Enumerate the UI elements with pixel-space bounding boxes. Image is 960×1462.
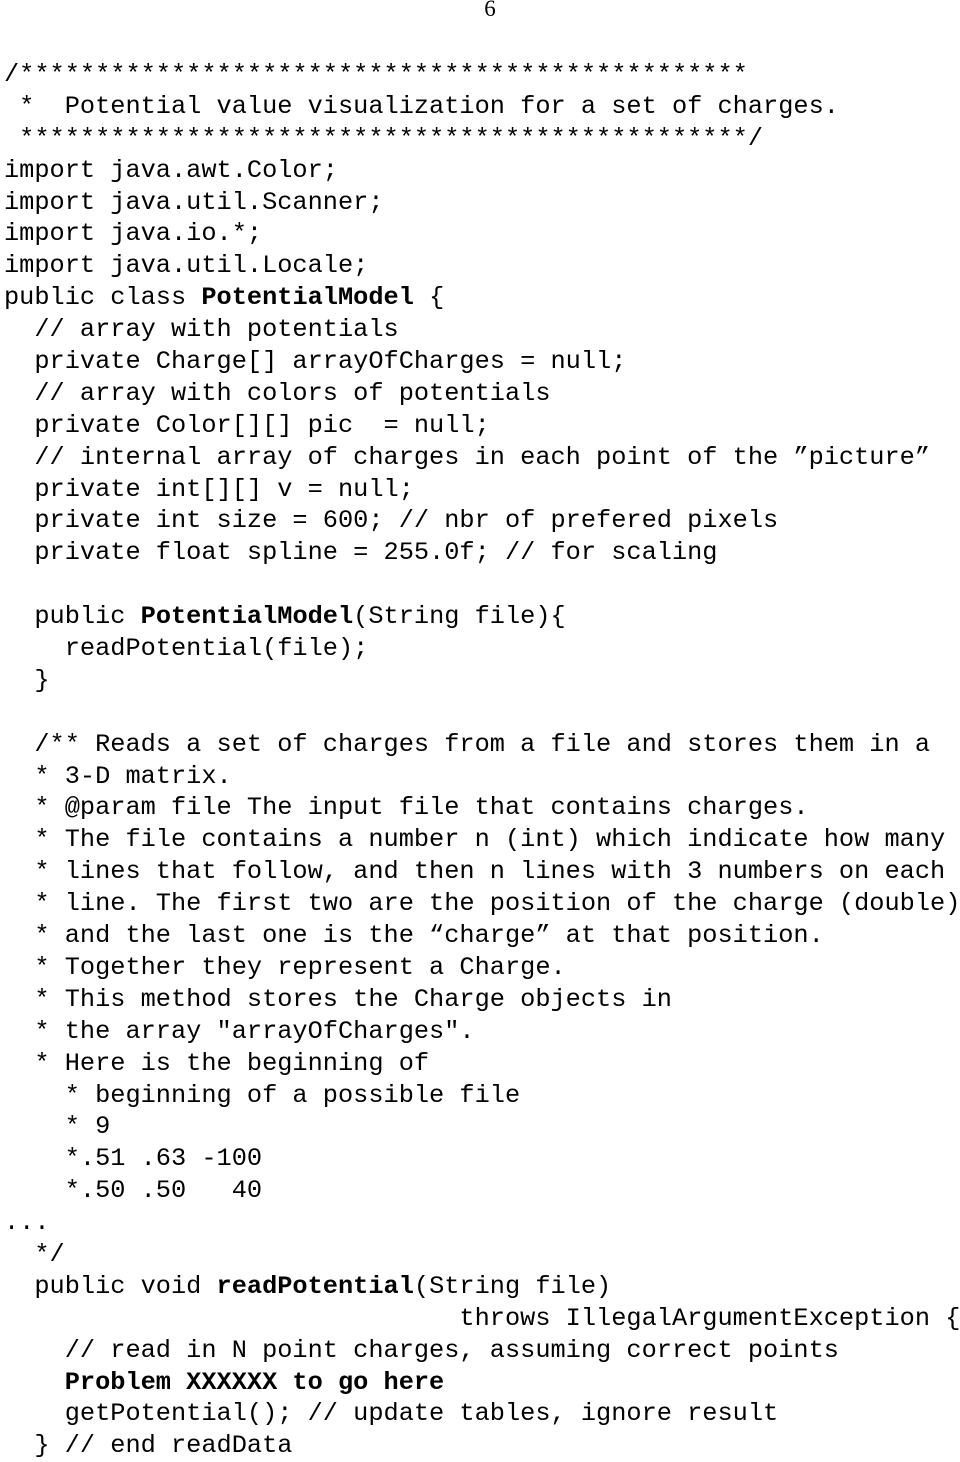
code-segment: import java.io.*; [4, 219, 263, 249]
code-segment: *.51 .63 -100 [4, 1144, 263, 1174]
code-line [4, 1335, 960, 1367]
code-line [4, 920, 960, 952]
code-line [4, 537, 960, 569]
code-segment: private int size = 600; // nbr of prefered pixels [4, 506, 779, 536]
code-segment: * beginning of a possible file [4, 1080, 521, 1110]
code-listing [4, 59, 960, 1462]
code-line [4, 155, 960, 187]
code-segment: } [4, 665, 50, 695]
code-line [4, 792, 960, 824]
code-line [4, 474, 960, 506]
code-line [4, 729, 960, 761]
code-line [4, 442, 960, 474]
code-segment: public class [4, 283, 202, 313]
code-bold-segment: PotentialModel [201, 283, 414, 313]
code-line [4, 346, 960, 378]
code-line [4, 569, 960, 601]
code-segment: * Potential value visualization for a set of charges. [4, 91, 839, 121]
code-segment: * and the last one is the “charge” at that position. [4, 921, 824, 951]
code-line [4, 665, 960, 697]
code-line [4, 856, 960, 888]
code-line [4, 378, 960, 410]
code-segment: private int[][] v = null; [4, 474, 414, 504]
code-line [4, 1398, 960, 1430]
code-line [4, 601, 960, 633]
code-segment: } // end readData [4, 1431, 293, 1461]
code-line [4, 1239, 960, 1271]
code-line [4, 282, 960, 314]
code-segment: private Color[][] pic = null; [4, 410, 490, 440]
code-segment: */ [4, 1239, 65, 1269]
code-line [4, 824, 960, 856]
code-segment: private Charge[] arrayOfCharges = null; [4, 347, 627, 377]
code-segment: private float spline = 255.0f; // for scaling [4, 538, 718, 568]
code-bold-segment: PotentialModel [140, 602, 354, 632]
code-segment: (String file) [413, 1271, 612, 1301]
code-line [4, 1367, 960, 1399]
code-line [4, 984, 960, 1016]
code-segment: * 3-D matrix. [4, 761, 232, 791]
code-line [4, 1048, 960, 1080]
code-segment: *.50 .50 40 [4, 1176, 263, 1206]
code-line [4, 1430, 960, 1462]
code-line [4, 697, 960, 729]
code-line [4, 1303, 960, 1335]
code-line [4, 888, 960, 920]
code-segment: * The file contains a number n (int) which indicate how many [4, 825, 946, 855]
code-segment: (String file){ [353, 602, 566, 632]
code-bold-segment: readPotential [216, 1271, 414, 1301]
code-line [4, 59, 960, 91]
code-line [4, 505, 960, 537]
code-segment: public [4, 602, 141, 632]
code-line [4, 761, 960, 793]
code-segment: * @param file The input file that contains charges. [4, 793, 809, 823]
code-segment: import java.util.Scanner; [4, 187, 384, 217]
code-segment: public void [4, 1271, 217, 1301]
code-segment: throws IllegalArgumentException { [4, 1303, 960, 1333]
code-segment: * Together they represent a Charge. [4, 952, 566, 982]
code-segment: /************************************************ [4, 60, 748, 89]
code-segment: // array with potentials [4, 315, 399, 345]
code-line [4, 187, 960, 219]
code-line [4, 410, 960, 442]
code-segment: * 9 [4, 1112, 111, 1142]
code-segment: ************************************************/ [4, 123, 764, 153]
code-line [4, 1080, 960, 1112]
code-line [4, 1271, 960, 1303]
code-segment: * line. The first two are the position of the charge (double) [4, 889, 960, 919]
code-line [4, 123, 960, 155]
code-segment: // array with colors of potentials [4, 378, 551, 408]
code-line [4, 1143, 960, 1175]
code-segment: ... [4, 1208, 50, 1238]
code-segment: * Here is the beginning of [4, 1048, 430, 1078]
code-bold-segment: Problem XXXXXX to go here [4, 1367, 445, 1397]
code-segment: { [413, 283, 445, 313]
code-segment: import java.awt.Color; [4, 155, 338, 185]
code-segment: import java.util.Locale; [4, 251, 369, 281]
code-segment: // internal array of charges in each point of the ”picture” [4, 442, 931, 472]
code-segment: * lines that follow, and then n lines with 3 numbers on each [4, 857, 946, 887]
code-segment: readPotential(file); [4, 634, 369, 664]
code-line [4, 1175, 960, 1207]
code-line [4, 314, 960, 346]
code-line [4, 1016, 960, 1048]
code-line [4, 1207, 960, 1239]
code-segment: * This method stores the Charge objects in [4, 984, 672, 1014]
code-line [4, 1111, 960, 1143]
code-line [4, 633, 960, 665]
code-segment: // read in N point charges, assuming correct points [4, 1335, 839, 1365]
code-line [4, 952, 960, 984]
page-number: 6 [484, 0, 496, 21]
code-line [4, 218, 960, 250]
code-segment: * the array "arrayOfCharges". [4, 1016, 475, 1046]
code-line [4, 250, 960, 282]
code-segment: getPotential(); // update tables, ignore result [4, 1399, 779, 1429]
code-line [4, 91, 960, 123]
code-segment: /** Reads a set of charges from a file and stores them in a [4, 729, 931, 759]
